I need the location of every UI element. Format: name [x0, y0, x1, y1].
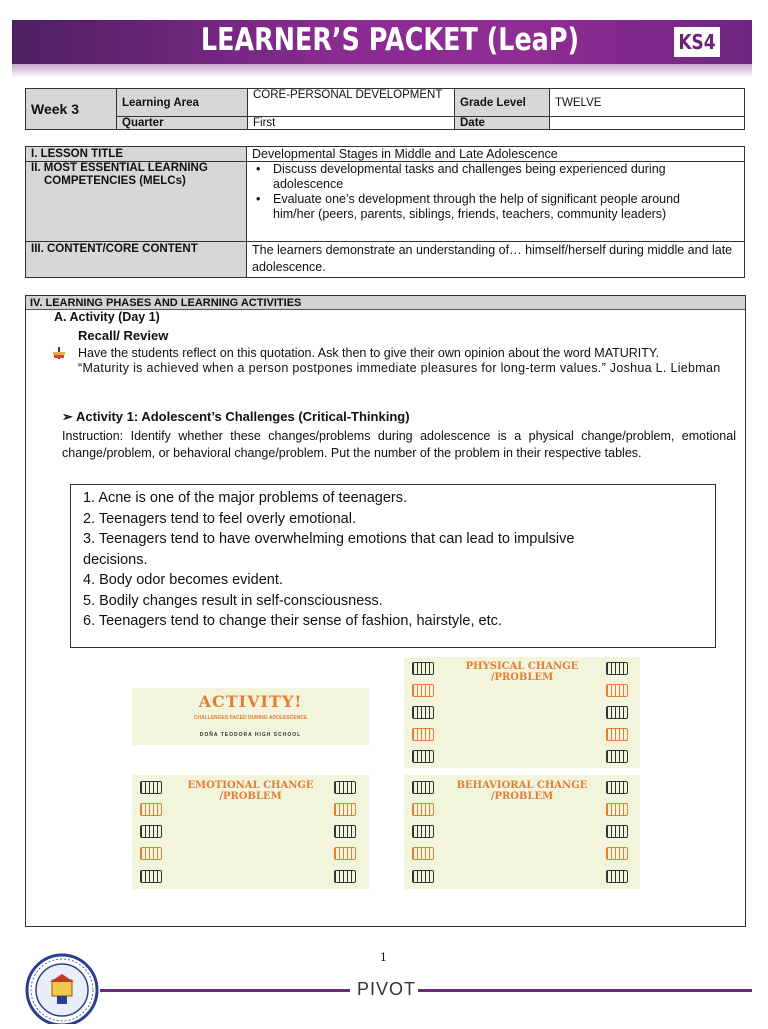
key-stage-badge: KS4 — [674, 27, 720, 57]
book-icon — [412, 825, 434, 838]
book-icon — [412, 684, 434, 697]
book-icon — [412, 706, 434, 719]
bullet: • — [256, 162, 261, 176]
book-icon — [140, 870, 162, 883]
lesson-title-value: Developmental Stages in Middle and Late Adolescence — [247, 147, 745, 162]
book-icon — [140, 847, 162, 860]
book-icon — [606, 781, 628, 794]
book-icon — [412, 803, 434, 816]
book-icon — [334, 825, 356, 838]
physical-change-card — [404, 657, 640, 768]
date-label: Date — [455, 117, 550, 130]
recall-review-heading: Recall/ Review — [78, 328, 169, 343]
list-item: decisions. — [83, 551, 148, 568]
week-label: Week 3 — [26, 89, 117, 130]
page-number: 1 — [380, 951, 387, 964]
info-table — [25, 88, 745, 130]
melcs-label: II. MOST ESSENTIAL LEARNING — [31, 162, 208, 174]
grade-level-label: Grade Level — [455, 89, 550, 117]
emotional-change-card — [132, 775, 369, 889]
book-icon — [606, 728, 628, 741]
date-value — [550, 117, 745, 130]
pin-bullet-icon — [52, 346, 66, 360]
list-item: 3. Teenagers tend to have overwhelming emotions that can lead to impulsive — [83, 531, 575, 547]
book-icon — [606, 662, 628, 675]
activity-title-card — [132, 688, 369, 745]
activity-card-subtitle: CHALLENGES FACED DURING ADOLESCENCE — [193, 715, 308, 721]
quarter-label: Quarter — [117, 117, 248, 130]
melcs-label-cont: COMPETENCIES (MELCs) — [44, 175, 186, 187]
list-item: 5. Bodily changes result in self-consciousness. — [83, 592, 383, 609]
book-icon — [606, 825, 628, 838]
book-icon — [412, 750, 434, 763]
footer-divider — [100, 989, 350, 992]
list-item: 6. Teenagers tend to change their sense of fashion, hairstyle, etc. — [83, 613, 502, 629]
grade-level-value: TWELVE — [550, 89, 745, 117]
activity-a-heading: A. Activity (Day 1) — [54, 310, 160, 324]
reflect-instruction: Have the students reflect on this quotation. Ask then to give their own opinion about the word MATURITY. — [78, 346, 660, 360]
learning-area-value: CORE-PERSONAL DEVELOPMENT — [248, 89, 455, 117]
book-icon — [334, 870, 356, 883]
behavioral-change-card — [404, 775, 640, 889]
packet-title: LEARNER’S PACKET (LeaP) — [200, 22, 580, 58]
footer-divider — [418, 989, 752, 992]
book-icon — [606, 684, 628, 697]
book-icon — [606, 847, 628, 860]
book-icon — [140, 803, 162, 816]
content-label: III. CONTENT/CORE CONTENT — [26, 242, 247, 278]
melc-item: • Discuss developmental tasks and challenges being experienced during adolescence — [256, 162, 666, 191]
emotional-card-title: EMOTIONAL CHANGE /PROBLEM — [187, 780, 314, 802]
melc-item: • Evaluate one’s development through the help of significant people around him/her (peers, parents, siblings, friends, teachers, community leaders) — [256, 192, 681, 221]
book-icon — [334, 781, 356, 794]
book-icon — [412, 728, 434, 741]
activity-card-title: ACTIVITY! — [198, 692, 303, 711]
lesson-title-label: I. LESSON TITLE — [26, 147, 247, 162]
list-item: 1. Acne is one of the major problems of teenagers. — [83, 490, 408, 506]
header-banner-shadow — [12, 64, 752, 78]
school-seal-logo — [24, 952, 100, 1024]
section-heading: IV. LEARNING PHASES AND LEARNING ACTIVITIES — [26, 296, 745, 310]
book-icon — [334, 847, 356, 860]
activity-1-heading: ➢ Activity 1: Adolescent’s Challenges (Critical-Thinking) — [62, 409, 410, 424]
learning-area-label: Learning Area — [117, 89, 248, 117]
list-item: 4. Body odor becomes evident. — [83, 572, 283, 588]
activity-instruction: Instruction: Identify whether these changes/problems during adolescence is a physical change/problem, emotional change/problem, or behavioral change/problem. Put the number of the problem in their respective tables. — [62, 429, 736, 460]
book-icon — [606, 870, 628, 883]
book-icon — [412, 662, 434, 675]
activity-card-school: DOÑA TEODORA HIGH SCHOOL — [199, 732, 302, 738]
book-icon — [606, 750, 628, 763]
arrow-bullet-icon: ➢ — [62, 409, 73, 424]
physical-card-title: PHYSICAL CHANGE /PROBLEM — [465, 661, 579, 683]
lesson-overview-table — [25, 146, 745, 278]
book-icon — [140, 781, 162, 794]
book-icon — [334, 803, 356, 816]
quarter-value: First — [248, 117, 455, 130]
book-icon — [606, 706, 628, 719]
maturity-quote: “Maturity is achieved when a person postpones immediate pleasures for long-term values.” Joshua L. Liebman — [78, 361, 721, 375]
pivot-logo: PIVOT — [357, 979, 417, 999]
book-icon — [606, 803, 628, 816]
bullet: • — [256, 192, 261, 206]
book-icon — [412, 781, 434, 794]
content-value: The learners demonstrate an understanding of… himself/herself during middle and late adolescence. — [247, 242, 745, 278]
behavioral-card-title: BEHAVIORAL CHANGE /PROBLEM — [456, 780, 588, 802]
list-item: 2. Teenagers tend to feel overly emotional. — [83, 510, 356, 527]
book-icon — [140, 825, 162, 838]
book-icon — [412, 870, 434, 883]
problems-list-box — [70, 484, 716, 648]
book-icon — [412, 847, 434, 860]
